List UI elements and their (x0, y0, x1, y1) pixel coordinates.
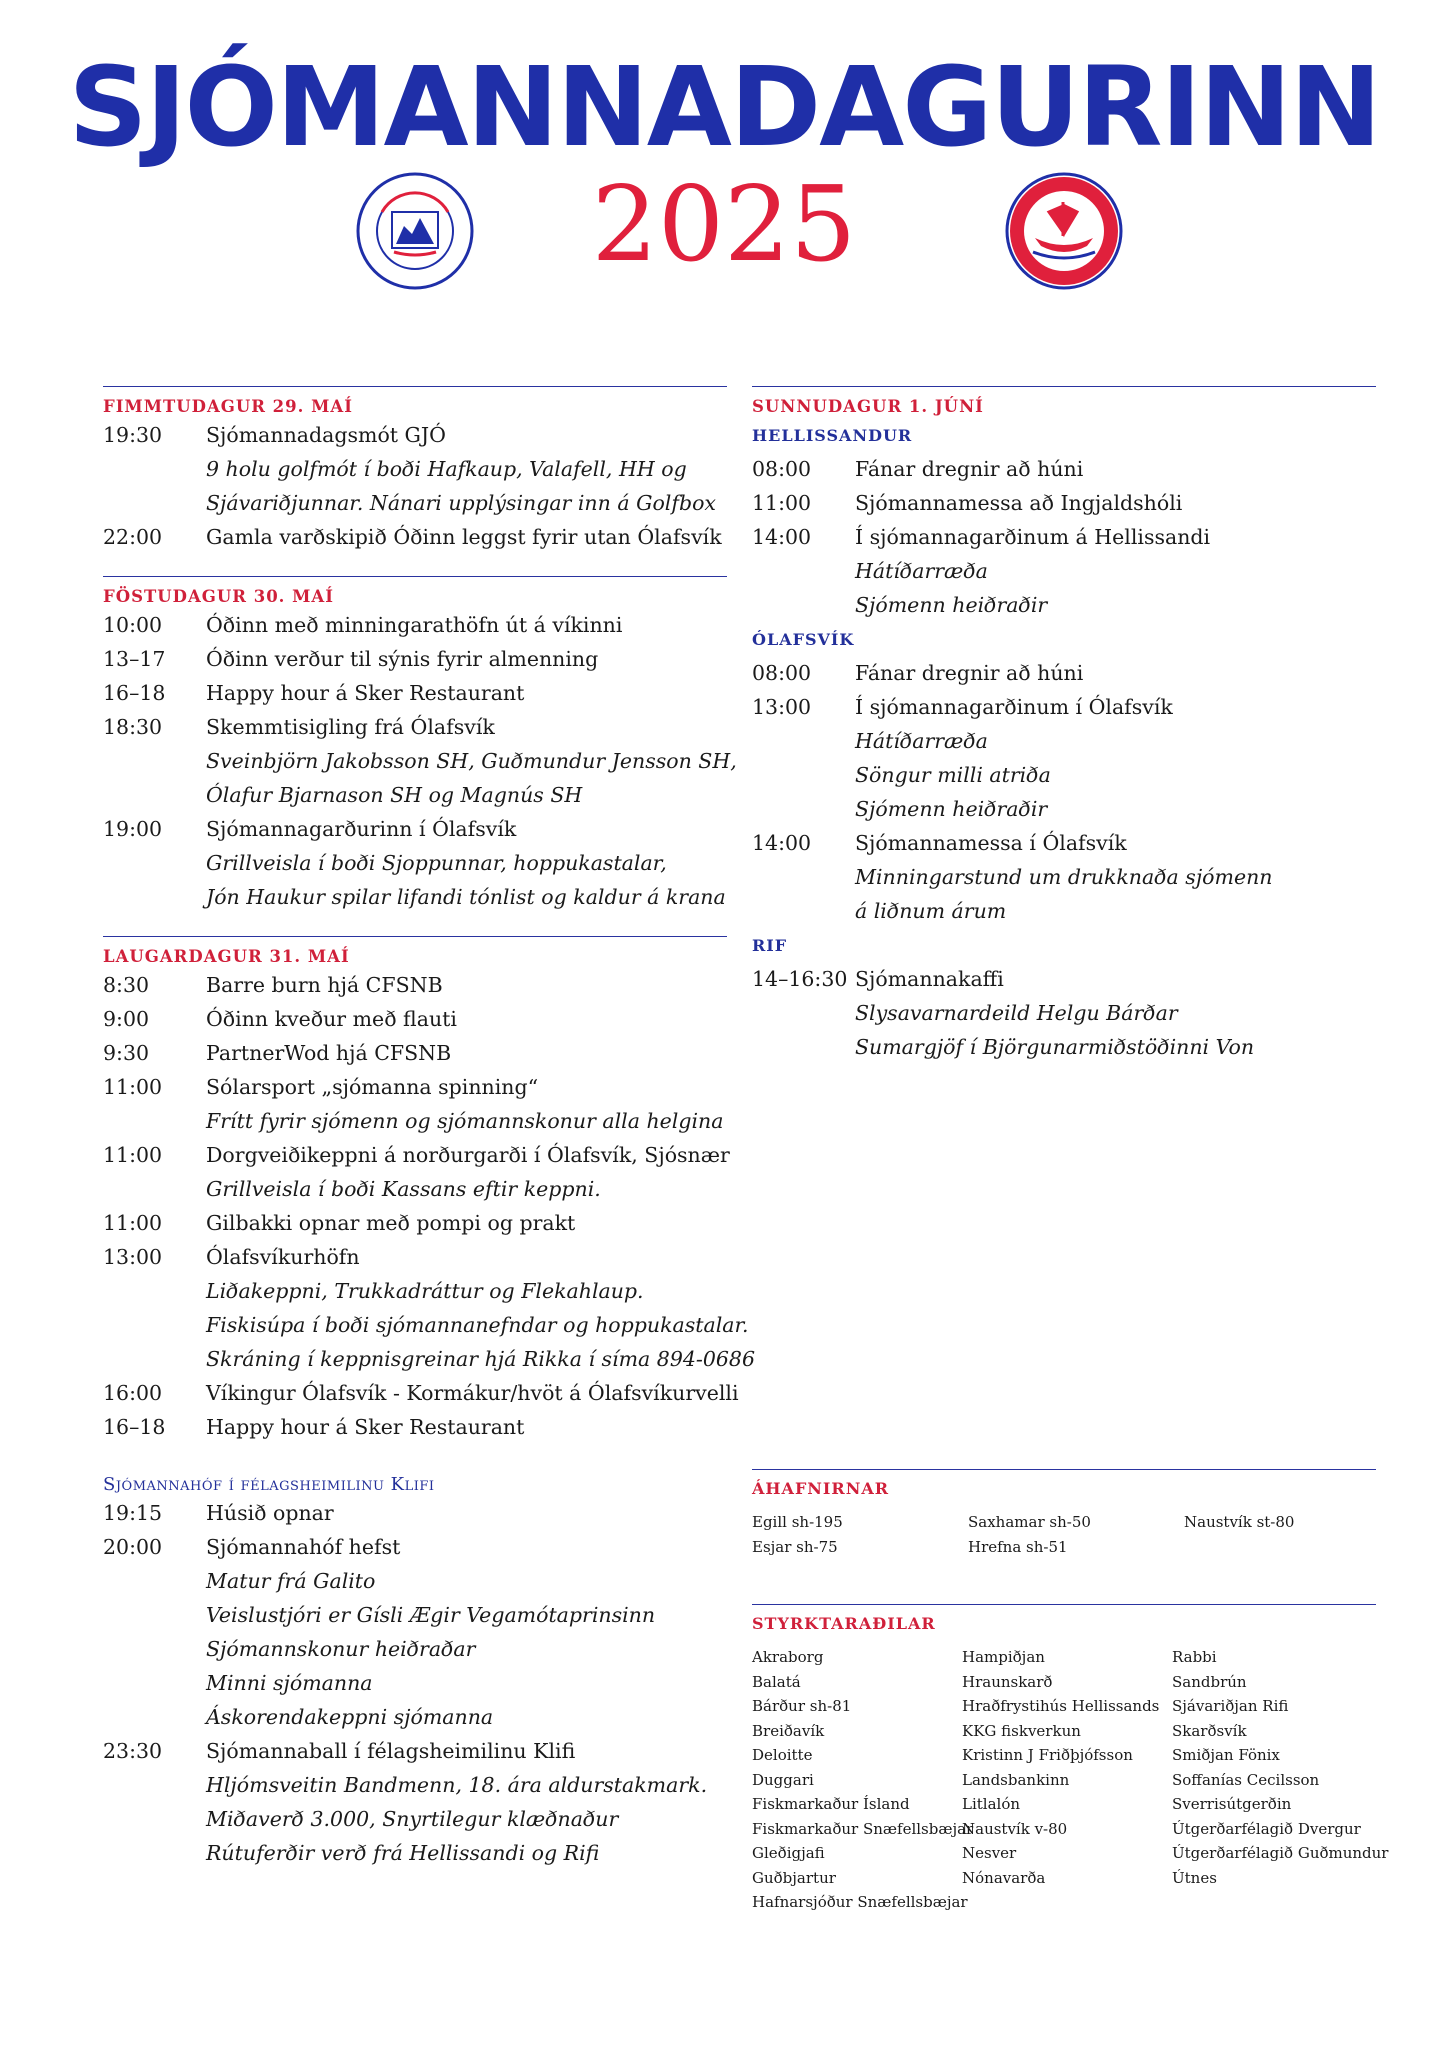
schedule-row (752, 656, 1376, 690)
event-description: Frítt fyrir sjómenn og sjómannskonur alla helgina (206, 1109, 724, 1133)
name-entry: Fiskmarkaður Ísland (752, 1795, 910, 1813)
schedule-row (103, 1172, 727, 1206)
event-description: PartnerWod hjá CFSNB (206, 1041, 452, 1065)
name-entry: Saxhamar sh-50 (968, 1513, 1091, 1531)
name-entry: Nesver (962, 1844, 1017, 1862)
event-time: 19:30 (103, 423, 163, 447)
event-time: 08:00 (752, 661, 812, 685)
event-description: Ólafur Bjarnason SH og Magnús SH (206, 783, 583, 807)
schedule-row (103, 846, 727, 880)
name-entry: Soffanías Cecilsson (1172, 1770, 1320, 1789)
event-time (103, 1274, 206, 1308)
schedule-row (103, 520, 727, 554)
place-heading: RIF (752, 936, 788, 955)
day-heading: Sjómannahóf í félagsheimilinu Klifi (103, 1474, 435, 1495)
event-time: 9:30 (103, 1041, 150, 1065)
name-entry: Sandbrún (1172, 1672, 1247, 1691)
event-description: Húsið opnar (206, 1501, 334, 1525)
event-time: 10:00 (103, 613, 163, 637)
event-description: Happy hour á Sker Restaurant (206, 681, 525, 705)
name-entry: Hraunskarð (962, 1672, 1053, 1691)
event-description: Minningarstund um drukknaða sjómenn (855, 865, 1273, 889)
name-entry: Kristinn J Friðþjófsson (962, 1746, 1133, 1764)
name-entry: Bárður sh-81 (752, 1697, 852, 1715)
schedule-row (752, 588, 1376, 622)
event-description: Gilbakki opnar með pompi og prakt (206, 1211, 576, 1235)
name-entry: Esjar sh-75 (752, 1537, 838, 1556)
event-description: Hátíðarræða (855, 729, 988, 753)
event-description: Óðinn verður til sýnis fyrir almenning (206, 647, 599, 671)
event-description: Grillveisla í boði Kassans eftir keppni. (206, 1177, 601, 1201)
schedule-row (752, 520, 1376, 554)
schedule-row (103, 1530, 727, 1564)
schedule-row (103, 608, 727, 642)
event-time (103, 1700, 206, 1734)
event-description: Matur frá Galito (206, 1569, 376, 1593)
day-heading: LAUGARDAGUR 31. MAÍ (103, 947, 350, 966)
name-entry: Sjávariðjan Rifi (1172, 1697, 1289, 1715)
name-entry: Breiðavík (752, 1721, 825, 1740)
event-time: 11:00 (103, 1211, 163, 1235)
event-description: Skráning í keppnisgreinar hjá Rikka í síma 894-0686 (206, 1347, 756, 1371)
event-description: 9 holu golfmót í boði Hafkaup, Valafell, HH og (206, 457, 687, 481)
schedule-row (103, 1376, 739, 1410)
poster-year: 2025 (591, 163, 857, 285)
day-section (103, 936, 756, 1444)
right-schedule-column (752, 386, 1376, 1086)
crews-grid (752, 1510, 1376, 1559)
schedule-row (103, 1138, 730, 1172)
name-entry: Rabbi (1172, 1648, 1217, 1666)
sponsors-section (752, 1604, 1389, 1915)
day-heading: SUNNUDAGUR 1. JÚNÍ (752, 397, 984, 416)
schedule-row (103, 1836, 727, 1870)
event-description: Sjómannskonur heiðraðar (206, 1637, 476, 1661)
event-description: Sjómannaball í félagsheimilinu Klifi (206, 1739, 576, 1763)
event-description: Fánar dregnir að húni (855, 661, 1084, 685)
schedule-row (103, 486, 727, 520)
schedule-row (752, 1030, 1376, 1064)
schedule-row (103, 452, 727, 486)
schedule-row (752, 792, 1376, 826)
name-entry: Naustvík v-80 (962, 1819, 1068, 1838)
schedule-row (752, 860, 1376, 894)
name-column (968, 1510, 1184, 1559)
schedule-row (103, 710, 727, 744)
place-heading: HELLISSANDUR (752, 426, 913, 445)
event-description: Jón Haukur spilar lifandi tónlist og kaldur á krana (206, 885, 726, 909)
name-entry: Fiskmarkaður Snæfellsbæjar (752, 1819, 974, 1838)
schedule-row (752, 554, 1376, 588)
name-entry: Deloitte (752, 1746, 813, 1764)
schedule-row (103, 642, 727, 676)
left-schedule-column (103, 386, 756, 1892)
poster-title: SJÓMANNADAGURINN (68, 43, 1380, 171)
event-time: 11:00 (752, 491, 812, 515)
event-time: 16–18 (103, 681, 166, 705)
schedule-row (752, 724, 1376, 758)
event-time (752, 554, 855, 588)
name-entry: Litlalón (962, 1795, 1021, 1813)
event-description: Sjómannakaffi (855, 967, 1004, 991)
name-entry: Naustvík st-80 (1184, 1513, 1295, 1531)
name-column (1184, 1510, 1376, 1559)
event-description: Söngur milli atriða (855, 763, 1051, 787)
event-description: Sjómannamessa að Ingjaldshóli (855, 491, 1183, 515)
event-description: Óðinn með minningarathöfn út á víkinni (206, 613, 623, 637)
name-column (752, 1645, 974, 1915)
schedule-row (103, 1700, 727, 1734)
schedule-row (103, 812, 727, 846)
event-description: Sjómenn heiðraðir (855, 593, 1048, 617)
name-entry: Sverrisútgerðin (1172, 1795, 1292, 1813)
name-entry: Skarðsvík (1172, 1721, 1247, 1740)
event-time: 23:30 (103, 1739, 163, 1763)
event-description: á liðnum árum (855, 899, 1007, 923)
place-heading: ÓLAFSVÍK (752, 630, 855, 649)
event-description: Sjómannahóf hefst (206, 1535, 401, 1559)
event-description: Sjávariðjunnar. Nánari upplýsingar inn á Golfbox (206, 491, 716, 515)
event-description: Í sjómannagarðinum á Hellissandi (855, 525, 1211, 549)
event-description: Sjómannamessa í Ólafsvík (855, 831, 1127, 855)
schedule-row (103, 1104, 727, 1138)
event-time: 16:00 (103, 1381, 163, 1405)
schedule-row (103, 1002, 727, 1036)
event-time: 14:00 (752, 525, 812, 549)
event-time (103, 452, 206, 486)
schedule-row (103, 1598, 727, 1632)
day-section (752, 386, 1376, 1064)
event-time (103, 744, 206, 778)
event-time (103, 1308, 206, 1342)
event-time: 16–18 (103, 1415, 166, 1439)
day-section (103, 576, 737, 914)
name-entry: Gleðigjafi (752, 1844, 825, 1862)
schedule-row (752, 758, 1376, 792)
schedule-row (752, 486, 1376, 520)
schedule-row (103, 1632, 727, 1666)
schedule-row (103, 418, 727, 452)
event-time: 14–16:30 (752, 967, 848, 991)
event-description: Rútuferðir verð frá Hellissandi og Rifi (206, 1841, 600, 1865)
name-entry: Útnes (1172, 1868, 1217, 1887)
event-time (103, 1342, 206, 1376)
schedule-row (103, 880, 727, 914)
crews-section (752, 1469, 1376, 1559)
schedule-row (752, 996, 1376, 1030)
event-description: Grillveisla í boði Sjoppunnar, hoppukastalar, (206, 851, 667, 875)
name-entry: Nónavarða (962, 1868, 1046, 1887)
schedule-row (752, 962, 1376, 996)
event-time (103, 486, 206, 520)
event-time: 11:00 (103, 1143, 163, 1167)
name-column (752, 1510, 968, 1559)
name-entry: Landsbankinn (962, 1770, 1070, 1789)
event-time (103, 1802, 206, 1836)
name-entry: Smiðjan Fönix (1172, 1746, 1280, 1764)
name-entry: Hafnarsjóður Snæfellsbæjar (752, 1893, 968, 1911)
schedule-row (103, 1496, 727, 1530)
schedule-row (103, 1410, 727, 1444)
schedule-row (103, 1734, 727, 1768)
schedule-row (103, 1036, 727, 1070)
schedule-row (103, 1768, 727, 1802)
schedule-row (752, 894, 1376, 928)
event-description: Í sjómannagarðinum í Ólafsvík (855, 695, 1173, 719)
event-time (103, 1836, 206, 1870)
event-description: Ólafsvíkurhöfn (206, 1245, 360, 1269)
event-time (103, 1104, 206, 1138)
event-description: Gamla varðskipið Óðinn leggst fyrir utan Ólafsvík (206, 525, 722, 549)
day-section (103, 1466, 727, 1870)
event-description: Hljómsveitin Bandmenn, 18. ára aldurstakmark. (206, 1773, 708, 1797)
event-time (752, 860, 855, 894)
event-description: Veislustjóri er Gísli Ægir Vegamótaprinsinn (206, 1603, 656, 1627)
name-entry: Akraborg (752, 1648, 824, 1666)
event-time (103, 778, 206, 812)
schedule-row (103, 676, 727, 710)
event-time (752, 1030, 855, 1064)
event-time: 08:00 (752, 457, 812, 481)
name-entry: Útgerðarfélagið Dvergur (1172, 1819, 1361, 1838)
name-entry: KKG fiskverkun (962, 1721, 1081, 1740)
schedule-row (103, 1308, 749, 1342)
event-time: 11:00 (103, 1075, 163, 1099)
event-time: 14:00 (752, 831, 812, 855)
name-entry: Útgerðarfélagið Guðmundur (1172, 1844, 1389, 1862)
schedule-row (752, 690, 1376, 724)
event-description: Hátíðarræða (855, 559, 988, 583)
event-time (752, 894, 855, 928)
sponsors-heading: STYRKTARAÐILAR (752, 1614, 936, 1633)
schedule-row (103, 744, 737, 778)
event-description: Skemmtisigling frá Ólafsvík (206, 715, 495, 739)
event-time: 9:00 (103, 1007, 150, 1031)
schedule-row (103, 1342, 756, 1376)
event-description: Sjómenn heiðraðir (855, 797, 1048, 821)
event-description: Fiskisúpa í boði sjómannanefndar og hoppukastalar. (206, 1313, 749, 1337)
event-time (103, 1598, 206, 1632)
schedule-row (103, 968, 727, 1002)
event-description: Áskorendakeppni sjómanna (206, 1705, 494, 1729)
schedule-row (752, 452, 1376, 486)
event-time (752, 996, 855, 1030)
schedule-row (752, 826, 1376, 860)
event-description: Sjómannadagsmót GJÓ (206, 423, 446, 447)
event-description: Barre burn hjá CFSNB (206, 973, 443, 997)
event-time: 8:30 (103, 973, 150, 997)
event-time (752, 588, 855, 622)
event-time (103, 880, 206, 914)
schedule-row (103, 1666, 727, 1700)
event-time: 13:00 (103, 1245, 163, 1269)
event-time (752, 792, 855, 826)
event-description: Óðinn kveður með flauti (206, 1007, 457, 1031)
event-description: Víkingur Ólafsvík - Kormákur/hvöt á Ólafsvíkurvelli (206, 1381, 739, 1405)
day-heading: FÖSTUDAGUR 30. MAÍ (103, 587, 334, 606)
event-time (103, 1172, 206, 1206)
event-time: 19:00 (103, 817, 163, 841)
event-time: 13:00 (752, 695, 812, 719)
schedule-row (103, 1802, 727, 1836)
event-time (103, 1632, 206, 1666)
name-entry: Hampiðjan (962, 1648, 1045, 1666)
name-entry: Balatá (752, 1672, 801, 1691)
schedule-row (103, 1240, 727, 1274)
event-time (752, 758, 855, 792)
schedule-row (103, 778, 727, 812)
name-entry: Hrefna sh-51 (968, 1537, 1068, 1556)
name-entry: Duggari (752, 1770, 814, 1789)
event-time (103, 846, 206, 880)
olafsvik-logo-icon (1005, 172, 1123, 290)
name-entry: Guðbjartur (752, 1868, 836, 1887)
event-time: 20:00 (103, 1535, 163, 1559)
event-description: Liðakeppni, Trukkadráttur og Flekahlaup. (206, 1279, 644, 1303)
event-description: Slysavarnardeild Helgu Bárðar (855, 1001, 1178, 1025)
event-description: Sveinbjörn Jakobsson SH, Guðmundur Jensson SH, (206, 749, 737, 773)
event-description: Happy hour á Sker Restaurant (206, 1415, 525, 1439)
name-column (962, 1645, 1172, 1915)
schedule-row (103, 1564, 727, 1598)
sponsors-grid (752, 1645, 1389, 1915)
event-description: Dorgveiðikeppni á norðurgarði í Ólafsvík, Sjósnær (206, 1143, 730, 1167)
schedule-row (103, 1274, 727, 1308)
poster-header (0, 0, 1448, 300)
crews-heading: ÁHAFNIRNAR (752, 1479, 890, 1498)
event-description: Miðaverð 3.000, Snyrtilegur klæðnaður (206, 1807, 619, 1831)
day-heading: FIMMTUDAGUR 29. MAÍ (103, 397, 353, 416)
event-description: Sumargjöf í Björgunarmiðstöðinni Von (855, 1035, 1255, 1059)
name-entry: Hraðfrystihús Hellissands (962, 1697, 1160, 1715)
schedule-row (103, 1070, 727, 1104)
event-time: 19:15 (103, 1501, 163, 1525)
event-time (752, 724, 855, 758)
event-time (103, 1564, 206, 1598)
name-column (1172, 1645, 1389, 1915)
hellissandur-logo-icon (356, 172, 474, 290)
event-time: 18:30 (103, 715, 163, 739)
event-time (103, 1768, 206, 1802)
event-description: Minni sjómanna (206, 1671, 373, 1695)
event-time: 13–17 (103, 647, 166, 671)
event-description: Sólarsport „sjómanna spinning“ (206, 1075, 539, 1099)
name-entry: Egill sh-195 (752, 1513, 843, 1531)
event-description: Sjómannagarðurinn í Ólafsvík (206, 817, 517, 841)
event-time (103, 1666, 206, 1700)
event-time: 22:00 (103, 525, 163, 549)
schedule-row (103, 1206, 727, 1240)
day-section (103, 386, 727, 554)
event-description: Fánar dregnir að húni (855, 457, 1084, 481)
